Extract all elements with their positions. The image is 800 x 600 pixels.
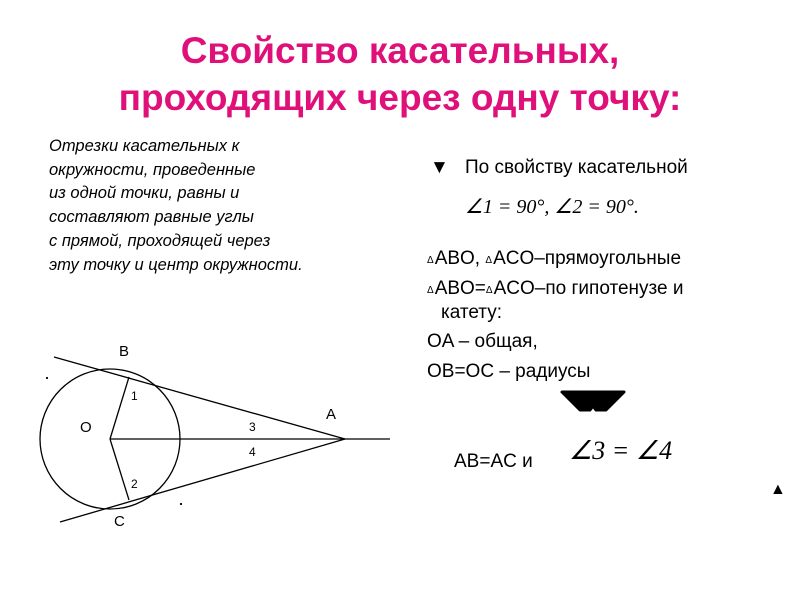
radius-oc (110, 439, 129, 500)
radius-ob (110, 377, 129, 439)
implies-arrow-icon (562, 392, 624, 410)
conclusion-text: AB=AC и (454, 451, 533, 472)
triangle-icon: Δ (485, 285, 493, 296)
proof-bullet (430, 157, 449, 179)
label-angle-1: 1 (131, 389, 138, 403)
triangle-icon: Δ (427, 255, 434, 266)
congruence-text: ΔABO=ΔACO–по гипотенузе и (427, 278, 684, 299)
common-side-text: OA – общая, (427, 331, 538, 352)
theorem-line: из одной точки, равны и (49, 184, 240, 203)
theorem-line: окружности, проведенные (49, 160, 256, 179)
tangent-line-ab (54, 357, 345, 439)
theorem-line: составляют равные углы (49, 208, 254, 227)
triangle-bullet-icon: ▼ (430, 157, 449, 178)
theorem-line: Отрезки касательных к (49, 137, 240, 155)
label-angle-3: 3 (249, 420, 256, 434)
equal-angles-formula: ∠3 = ∠4 (569, 436, 673, 465)
radii-text: OB=OC – радиусы (427, 361, 591, 382)
slide-title-line-2: проходящих через одну точку: (118, 77, 682, 118)
label-point-o: O (80, 419, 92, 436)
label-point-c: C (114, 513, 125, 530)
theorem-line: эту точку и центр окружности. (49, 255, 303, 274)
dot-marker (46, 377, 48, 379)
label-point-b: B (119, 343, 130, 360)
tangent-property-text: По свойству касательной (465, 157, 688, 178)
triangle-icon: Δ (427, 285, 434, 296)
theorem-line: с прямой, проходящей через (49, 231, 271, 250)
label-angle-2: 2 (131, 477, 138, 491)
dot-marker (180, 503, 182, 505)
tangent-line-ac (60, 439, 345, 522)
congruence-text-cont: катету: (441, 302, 502, 323)
label-point-a: A (326, 406, 337, 423)
slide-title-line-1: Свойство касательных, (180, 30, 620, 71)
right-triangles-text: ΔABO, ΔACO–прямоугольные (427, 248, 682, 269)
label-angle-4: 4 (249, 445, 256, 459)
nav-up-icon[interactable]: ▲ (770, 481, 786, 498)
right-angles-formula: ∠1 = 90°, ∠2 = 90°. (465, 196, 639, 218)
triangle-icon: Δ (485, 255, 493, 266)
